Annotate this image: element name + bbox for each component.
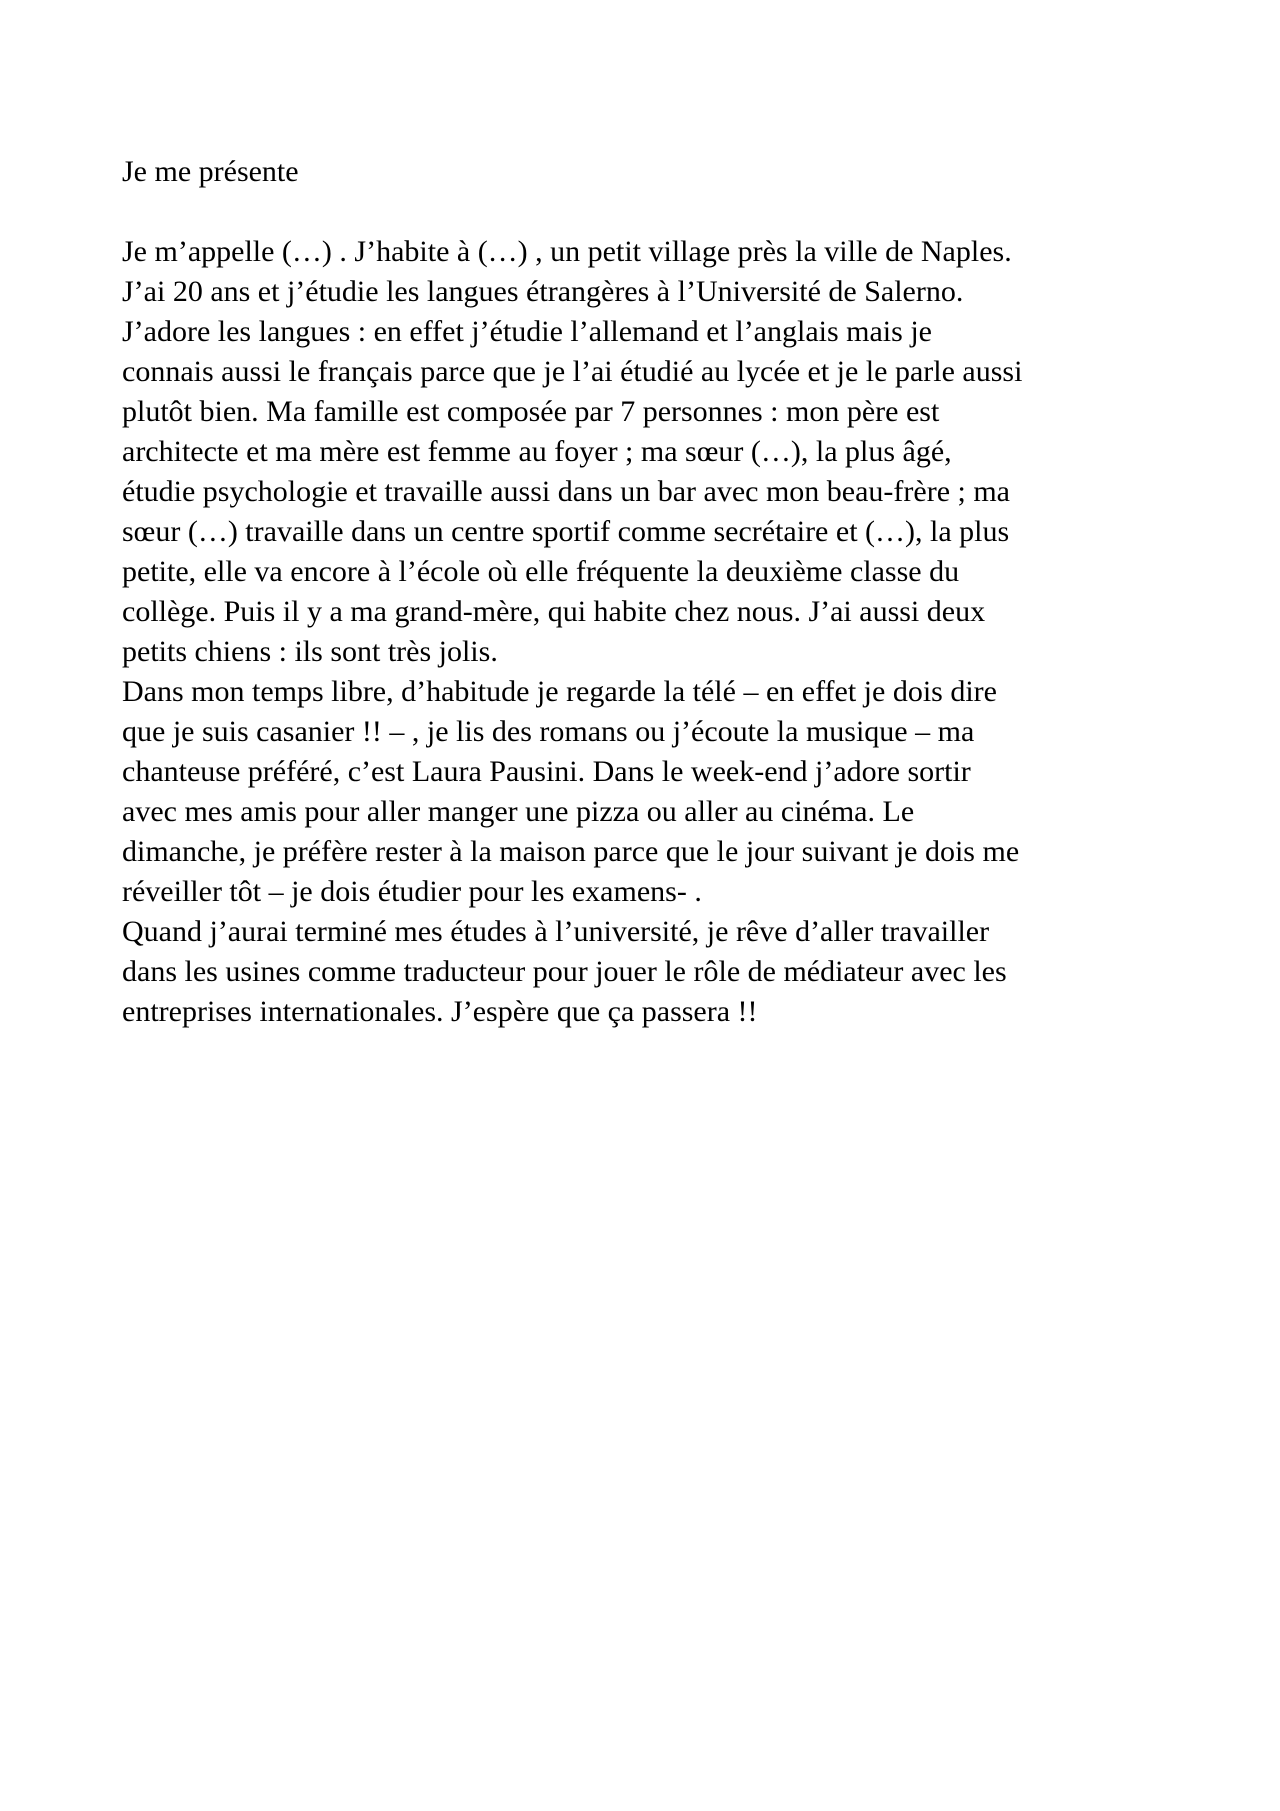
text-line: plutôt bien. Ma famille est composée par 7 personnes : mon père est [122,395,940,428]
text-line: chanteuse préféré, c’est Laura Pausini. Dans le week-end j’adore sortir [122,755,971,788]
text-line: sœur (…) travaille dans un centre sportif comme secrétaire et (…), la plus [122,515,1010,548]
text-line: Dans mon temps libre, d’habitude je regarde la télé – en effet je dois dire [122,675,997,708]
text-line: collège. Puis il y a ma grand-mère, qui habite chez nous. J’ai aussi deux [122,595,986,628]
text-line: avec mes amis pour aller manger une pizza ou aller au cinéma. Le [122,795,915,828]
text-line: J’ai 20 ans et j’étudie les langues étrangères à l’Université de Salerno. [122,275,964,308]
document-title: Je me présente [122,155,299,188]
document-body [122,152,1182,1032]
document-text [122,232,1182,1032]
text-line: connais aussi le français parce que je l’ai étudié au lycée et je le parle aussi [122,355,1023,388]
text-line: architecte et ma mère est femme au foyer ; ma sœur (…), la plus âgé, [122,435,952,468]
text-line: dans les usines comme traducteur pour jouer le rôle de médiateur avec les [122,955,1007,988]
text-line: que je suis casanier !! – , je lis des romans ou j’écoute la musique – ma [122,715,975,748]
text-line: petits chiens : ils sont très jolis. [122,635,498,668]
blank-line [122,192,1182,232]
text-line: J’adore les langues : en effet j’étudie l’allemand et l’anglais mais je [122,315,932,348]
text-line: Quand j’aurai terminé mes études à l’université, je rêve d’aller travailler [122,915,990,948]
text-line: dimanche, je préfère rester à la maison parce que le jour suivant je dois me [122,835,1020,868]
text-line: réveiller tôt – je dois étudier pour les examens- . [122,875,702,908]
text-line: entreprises internationales. J’espère que ça passera !! [122,995,758,1028]
text-line: étudie psychologie et travaille aussi dans un bar avec mon beau-frère ; ma [122,475,1010,508]
text-line: Je m’appelle (…) . J’habite à (…) , un petit village près la ville de Naples. [122,235,1012,268]
text-line: petite, elle va encore à l’école où elle fréquente la deuxième classe du [122,555,960,588]
